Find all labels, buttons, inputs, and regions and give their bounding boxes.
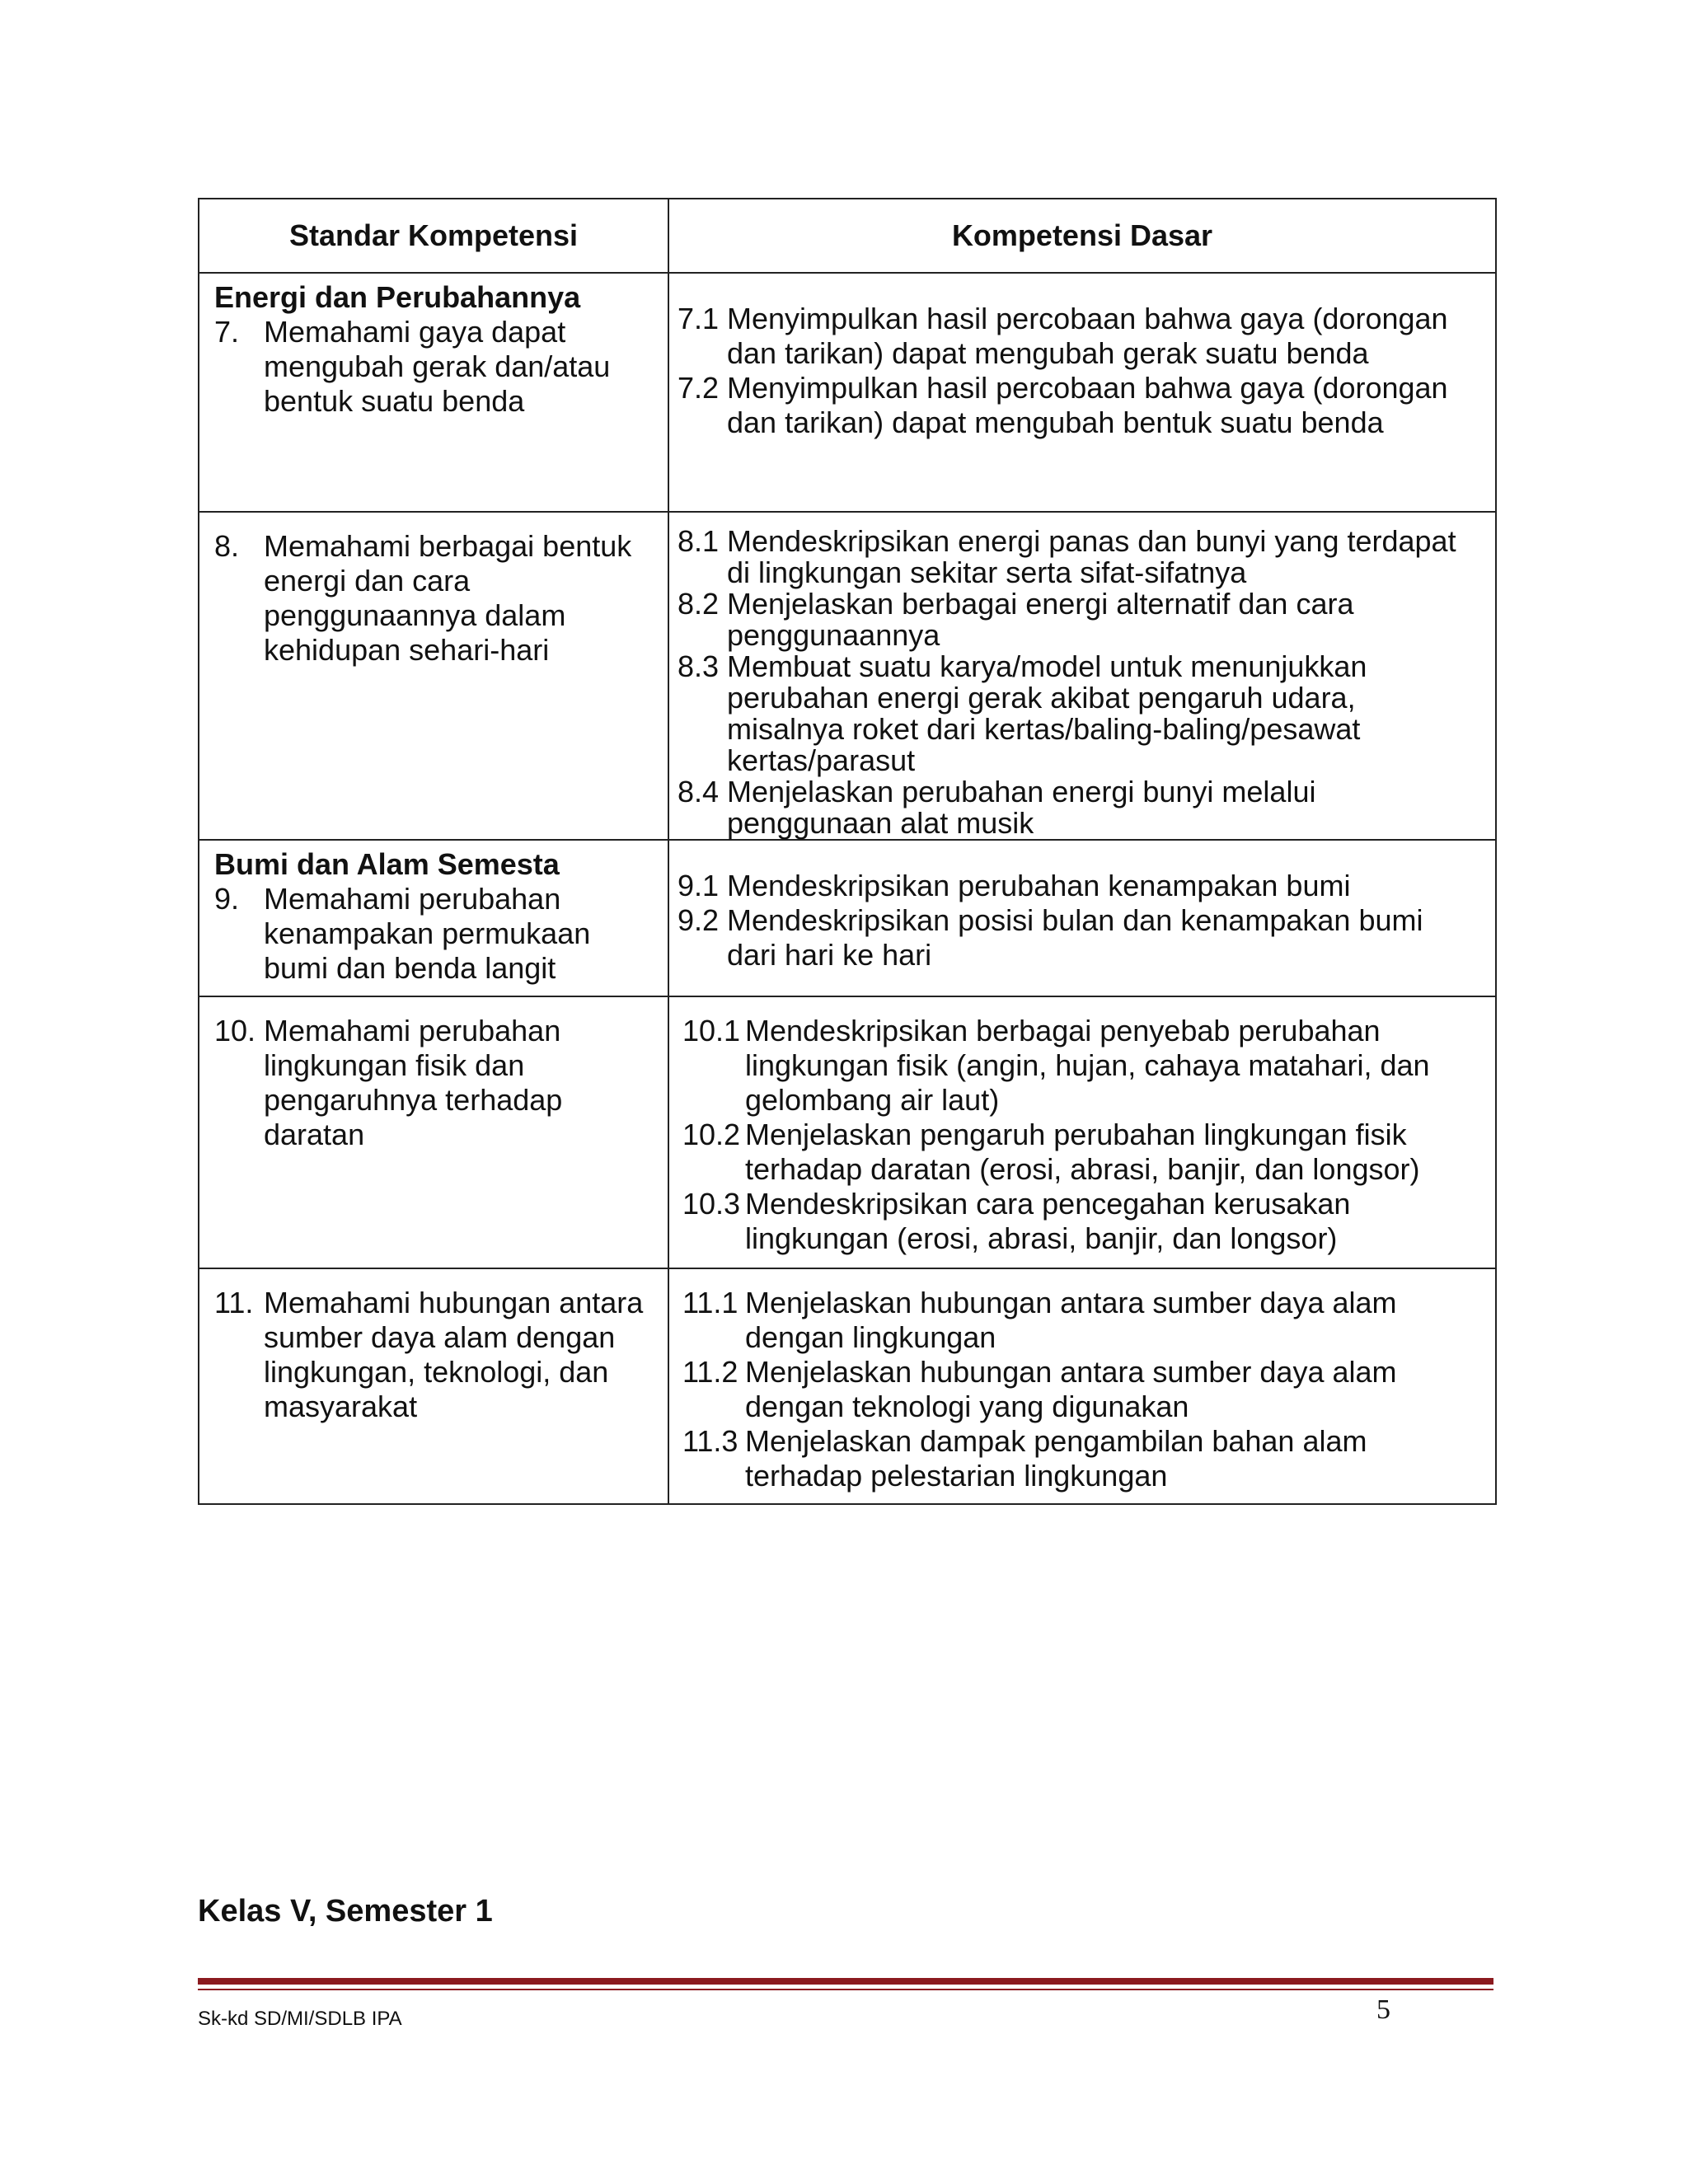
kd-text: Menjelaskan dampak pengambilan bahan alam terhadap pelestarian lingkungan <box>745 1424 1367 1493</box>
sk-cell <box>199 513 669 839</box>
kd-text: Mendeskripsikan cara pencegahan kerusakan lingkungan (erosi, abrasi, banjir, dan longsor) <box>745 1187 1351 1255</box>
kelas-heading: Kelas V, Semester 1 <box>198 1894 493 1929</box>
kd-cell <box>669 997 1495 1268</box>
sk-cell <box>199 841 669 996</box>
footer-rule-thick <box>198 1978 1493 1985</box>
kd-number: 10.2 <box>682 1118 741 1151</box>
sk-number: 8. <box>214 529 240 563</box>
kd-text: Mendeskripsikan posisi bulan dan kenampakan bumi dari hari ke hari <box>727 903 1423 972</box>
table-row <box>199 997 1495 1269</box>
footer-document-title: Sk-kd SD/MI/SDLB IPA <box>198 2008 402 2030</box>
kd-text: Mendeskripsikan perubahan kenampakan bumi <box>727 869 1351 902</box>
sk-cell <box>199 274 669 511</box>
kd-number: 9.2 <box>678 903 720 937</box>
kd-number: 10.1 <box>682 1014 741 1047</box>
sk-number: 10. <box>214 1014 256 1047</box>
kd-item <box>682 1187 1479 1256</box>
kd-item <box>678 651 1479 776</box>
table-row <box>199 513 1495 841</box>
sk-text: Memahami berbagai bentuk energi dan cara penggunaannya dalam kehidupan sehari-hari <box>264 529 632 667</box>
kd-number: 11.3 <box>682 1424 738 1458</box>
table-row <box>199 841 1495 997</box>
sk-cell <box>199 1269 669 1503</box>
kd-number: 8.4 <box>678 775 720 808</box>
kd-text: Membuat suatu karya/model untuk menunjukkan perubahan energi gerak akibat pengaruh udara, misalnya roket dari kertas/baling-baling/pesawat kertas/parasut <box>727 649 1367 777</box>
kd-item <box>682 1118 1479 1187</box>
kd-cell <box>669 841 1495 996</box>
footer-rule-thin <box>198 1989 1493 1990</box>
kd-text: Menjelaskan hubungan antara sumber daya alam dengan teknologi yang digunakan <box>745 1355 1397 1423</box>
header-kompetensi-dasar: Kompetensi Dasar <box>951 218 1213 252</box>
sk-cell <box>199 997 669 1268</box>
kd-text: Menyimpulkan hasil percobaan bahwa gaya (dorongan dan tarikan) dapat mengubah bentuk suatu benda <box>727 371 1448 439</box>
sk-number: 7. <box>214 315 240 349</box>
kd-number: 8.3 <box>678 649 720 683</box>
kd-number: 11.2 <box>682 1355 738 1389</box>
section-title: Energi dan Perubahannya <box>214 280 581 314</box>
kd-number: 7.2 <box>678 371 720 405</box>
kd-item <box>678 588 1479 651</box>
kd-text: Mendeskripsikan energi panas dan bunyi yang terdapat di lingkungan sekitar serta sifat-sifatnya <box>727 524 1456 589</box>
kd-item <box>678 869 1479 903</box>
sk-number: 9. <box>214 882 240 916</box>
table-row <box>199 1269 1495 1503</box>
kd-text: Mendeskripsikan berbagai penyebab perubahan lingkungan fisik (angin, hujan, cahaya matahari, dan gelombang air laut) <box>745 1014 1430 1117</box>
kd-text: Menjelaskan berbagai energi alternatif dan cara penggunaannya <box>727 587 1354 652</box>
kd-number: 10.3 <box>682 1187 741 1221</box>
kd-item <box>678 302 1479 371</box>
table-header <box>199 199 1495 274</box>
kd-cell <box>669 513 1495 839</box>
kd-cell <box>669 1269 1495 1503</box>
sk-number: 11. <box>214 1286 254 1319</box>
kd-item <box>678 903 1479 972</box>
kd-item <box>678 371 1479 440</box>
kd-cell <box>669 274 1495 511</box>
sk-text: Memahami perubahan lingkungan fisik dan pengaruhnya terhadap daratan <box>264 1014 563 1151</box>
page-number: 5 <box>1376 1994 1390 2025</box>
kd-item <box>682 1355 1479 1424</box>
kd-item <box>682 1014 1479 1118</box>
sk-text: Memahami gaya dapat mengubah gerak dan/atau bentuk suatu benda <box>264 315 611 418</box>
kd-number: 7.1 <box>678 302 720 335</box>
kd-number: 11.1 <box>682 1286 738 1319</box>
kd-text: Menjelaskan hubungan antara sumber daya alam dengan lingkungan <box>745 1286 1397 1354</box>
kd-text: Menjelaskan perubahan energi bunyi melalui penggunaan alat musik <box>727 775 1316 840</box>
table-row <box>199 274 1495 513</box>
kd-item <box>682 1424 1479 1493</box>
kd-text: Menyimpulkan hasil percobaan bahwa gaya (dorongan dan tarikan) dapat mengubah gerak suatu benda <box>727 302 1448 370</box>
kd-text: Menjelaskan pengaruh perubahan lingkungan fisik terhadap daratan (erosi, abrasi, banjir, dan longsor) <box>745 1118 1420 1186</box>
competency-table <box>198 198 1497 1505</box>
kd-item <box>678 526 1479 588</box>
kd-number: 8.1 <box>678 524 720 558</box>
sk-text: Memahami perubahan kenampakan permukaan bumi dan benda langit <box>264 882 591 985</box>
kd-number: 9.1 <box>678 869 720 902</box>
header-standar-kompetensi: Standar Kompetensi <box>199 199 669 272</box>
kd-number: 8.2 <box>678 587 720 621</box>
kd-item <box>678 776 1479 839</box>
sk-text: Memahami hubungan antara sumber daya alam dengan lingkungan, teknologi, dan masyarakat <box>264 1286 644 1423</box>
kd-item <box>682 1286 1479 1355</box>
section-title: Bumi dan Alam Semesta <box>214 847 560 881</box>
